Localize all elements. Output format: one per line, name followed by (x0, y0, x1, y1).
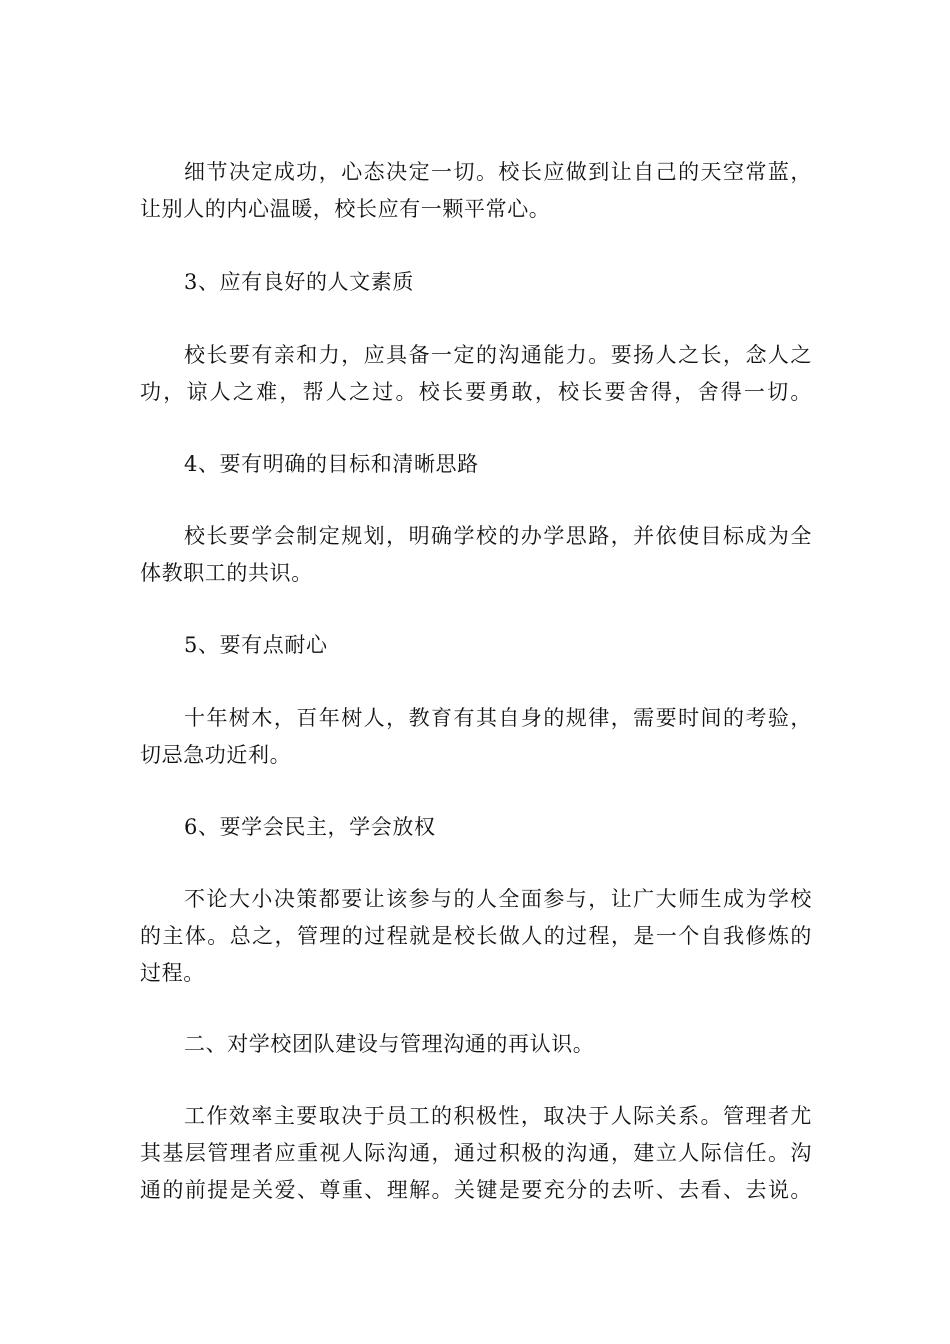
paragraph-decision-making (140, 881, 812, 992)
paragraph-line: 通的前提是关爱、尊重、理解。关键是要充分的去听、去看、去说。 (140, 1178, 812, 1202)
paragraph-line: 十年树木，百年树人，教育有其自身的规律，需要时间的考验， (184, 706, 812, 730)
paragraph-line: 切忌急功近利。 (140, 743, 292, 767)
section-heading: 5、要有点耐心 (184, 633, 328, 657)
paragraph-line: 工作效率主要取决于员工的积极性，取决于人际关系。管理者尤 (184, 1104, 812, 1128)
heading-clear-goals (140, 446, 812, 483)
paragraph-affinity (140, 337, 812, 411)
paragraph-mindset (140, 154, 812, 228)
paragraph-line: 不论大小决策都要让该参与的人全面参与，让广大师生成为学校 (184, 887, 812, 911)
section-heading: 二、对学校团队建设与管理沟通的再认识。 (184, 1032, 595, 1056)
heading-team-building (140, 1026, 812, 1063)
paragraph-communication (140, 1098, 812, 1209)
paragraph-line: 体教职工的共识。 (140, 561, 313, 585)
paragraph-line: 校长要有亲和力，应具备一定的沟通能力。要扬人之长，念人之 (184, 343, 812, 367)
heading-humanities-quality (140, 264, 812, 301)
paragraph-education-time (140, 700, 812, 774)
paragraph-line: 的主体。总之，管理的过程就是校长做人的过程，是一个自我修炼的 (140, 924, 812, 948)
section-heading: 4、要有明确的目标和清晰思路 (184, 452, 479, 476)
heading-democracy (140, 809, 812, 846)
paragraph-line: 功，谅人之难，帮人之过。校长要勇敢，校长要舍得，舍得一切。 (140, 380, 812, 404)
paragraph-line: 让别人的内心温暖，校长应有一颗平常心。 (140, 197, 551, 221)
paragraph-planning (140, 518, 812, 592)
paragraph-line: 过程。 (140, 961, 205, 985)
section-heading: 3、应有良好的人文素质 (184, 270, 414, 294)
heading-patience (140, 627, 812, 664)
section-heading: 6、要学会民主，学会放权 (184, 815, 436, 839)
paragraph-line: 其基层管理者应重视人际沟通，通过积极的沟通，建立人际信任。沟 (140, 1141, 812, 1165)
paragraph-line: 校长要学会制定规划，明确学校的办学思路，并依使目标成为全 (184, 524, 812, 548)
paragraph-line: 细节决定成功，心态决定一切。校长应做到让自己的天空常蓝， (184, 160, 812, 184)
